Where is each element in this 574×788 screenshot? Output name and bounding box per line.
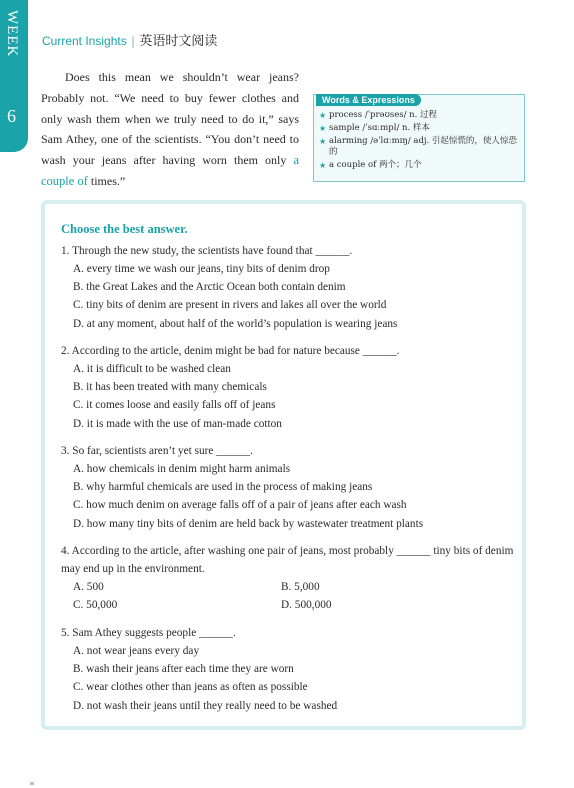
option-b: B. 5,000 xyxy=(281,581,320,593)
section-title-en: Current Insights xyxy=(42,34,127,48)
question-stem: 5. Sam Athey suggests people ______. xyxy=(61,627,236,639)
option-c: C. it comes loose and easily falls off of jeans xyxy=(73,399,276,412)
question-stem: 4. According to the article, after washing one pair of jeans, most probably ______ tiny bits of denim may end up in the environment. xyxy=(61,545,514,575)
option-a: A. it is difficult to be washed clean xyxy=(73,363,231,375)
question-stem: 1. Through the new study, the scientists have found that ______. xyxy=(61,245,353,257)
words-expressions-title: Words & Expressions xyxy=(316,94,421,106)
passage-text: Does this mean we shouldn’t wear jeans? Probably not. “We need to buy fewer clothes and only wash them when we truly need to do it,” says Sam Athey, one of the scientists. “You don’t need to wash your jeans after having worn them only xyxy=(41,70,299,168)
option-c: C. tiny bits of denim are present in rivers and lakes all over the world xyxy=(73,299,387,312)
star-icon: ★ xyxy=(319,111,327,120)
vocab-item: ★ a couple of 两个；几个 xyxy=(319,160,422,170)
option-a: A. how chemicals in denim might harm animals xyxy=(73,463,291,475)
option-b: B. the Great Lakes and the Arctic Ocean both contain denim xyxy=(73,281,346,294)
option-a: A. 500 xyxy=(73,581,104,593)
option-c: C. 50,000 xyxy=(73,599,118,612)
star-icon: ★ xyxy=(319,161,327,170)
options-row xyxy=(61,578,516,596)
vocab-list xyxy=(319,110,523,173)
vocab-item: ★ sample /ˈsɑːmpl/ n. 样本 xyxy=(319,123,430,133)
options-row xyxy=(61,596,516,614)
option-d: D. at any moment, about half of the world’s population is wearing jeans xyxy=(73,317,398,330)
question-4 xyxy=(61,542,516,614)
vocab-item: ★ process /ˈprəʊses/ n. 过程 xyxy=(319,110,438,120)
option-c: C. wear clothes other than jeans as often as possible xyxy=(73,681,308,694)
quiz-box xyxy=(41,200,526,730)
question-3 xyxy=(61,442,516,533)
passage-paragraph xyxy=(41,67,299,192)
page-edge-mark xyxy=(30,782,34,785)
question-2 xyxy=(61,342,516,433)
option-d: D. not wash their jeans until they really need to be washed xyxy=(73,699,338,712)
option-d: D. how many tiny bits of denim are held back by wastewater treatment plants xyxy=(73,517,424,530)
week-number: 6 xyxy=(7,106,16,126)
option-b: B. it has been treated with many chemicals xyxy=(73,381,267,394)
header-separator: | xyxy=(131,33,135,48)
passage-highlight: a couple of xyxy=(41,153,299,188)
section-header xyxy=(42,30,217,49)
week-label: WEEK xyxy=(4,10,20,58)
section-title-zh: 英语时文阅读 xyxy=(139,34,218,49)
question-1 xyxy=(61,242,516,333)
star-icon: ★ xyxy=(319,124,327,133)
passage-text-end: times.” xyxy=(90,173,126,188)
words-expressions-box xyxy=(313,94,525,182)
question-5 xyxy=(61,624,516,715)
week-tab xyxy=(0,0,28,152)
option-b: B. wash their jeans after each time they are worn xyxy=(73,663,294,676)
question-stem: 3. So far, scientists aren’t yet sure ______. xyxy=(61,445,253,457)
option-c: C. how much denim on average falls off of a pair of jeans after each wash xyxy=(73,499,407,512)
option-d: D. it is made with the use of man-made cotton xyxy=(73,417,282,430)
question-stem: 2. According to the article, denim might be bad for nature because ______. xyxy=(61,345,400,357)
option-b: B. why harmful chemicals are used in the process of making jeans xyxy=(73,481,373,494)
option-a: A. not wear jeans every day xyxy=(73,645,200,657)
option-d: D. 500,000 xyxy=(281,599,332,612)
quiz-title: Choose the best answer. xyxy=(61,222,188,236)
option-a: A. every time we wash our jeans, tiny bits of denim drop xyxy=(73,263,330,275)
vocab-item: ★ alarming /əˈlɑːmɪŋ/ adj. 引起惊慌的，使人惊恐的 xyxy=(319,136,517,157)
star-icon: ★ xyxy=(319,137,327,146)
